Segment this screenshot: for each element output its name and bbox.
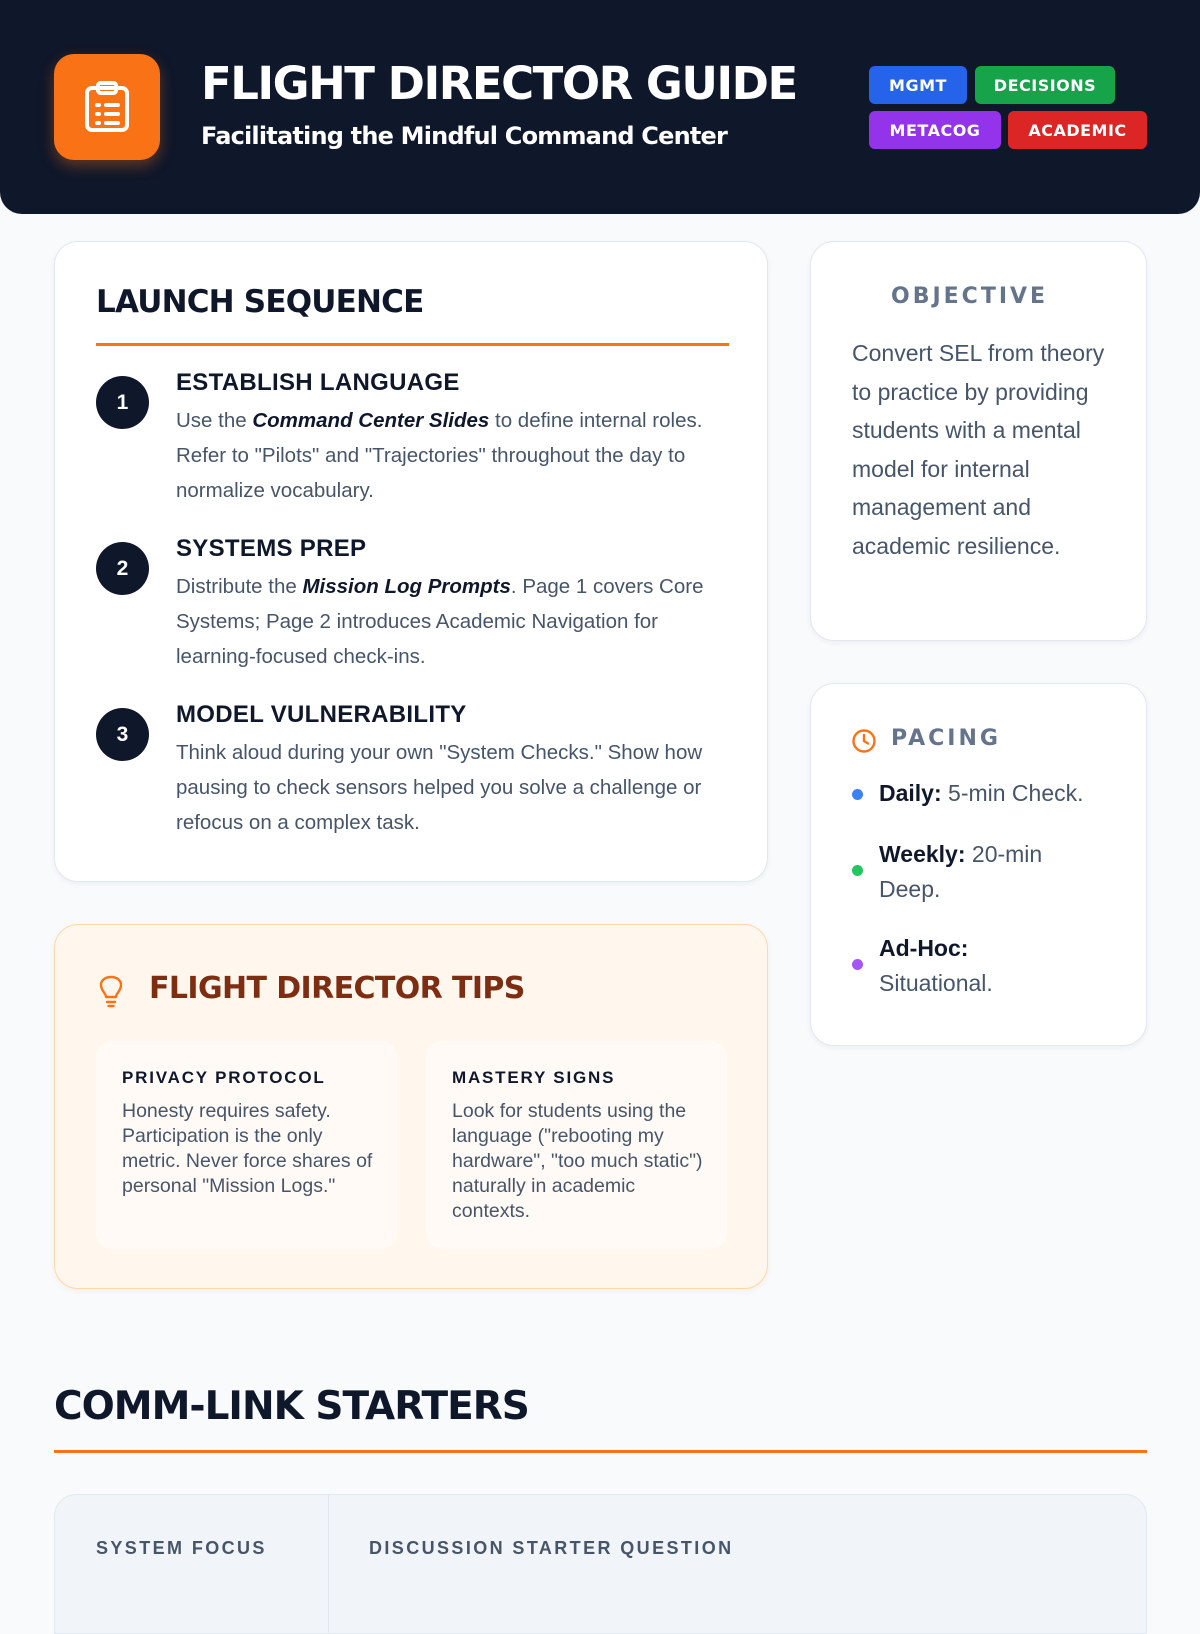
status-dot (852, 959, 863, 970)
step-item (96, 535, 736, 682)
status-dot (852, 789, 863, 800)
pacing-value: Situational. (879, 970, 993, 996)
step-description: Think aloud during your own "System Checks." Show how pausing to check sensors helped you solve a challenge or refocus on a complex task. (176, 741, 703, 834)
tag-mgmt: MGMT (869, 66, 967, 104)
step-description: Distribute the Mission Log Prompts. Page 1 covers Core Systems; Page 2 introduces Academic Navigation for learning-focused check-ins. (176, 575, 704, 668)
step-number: 2 (96, 542, 149, 595)
pacing-item-adhoc (852, 931, 1114, 1003)
pacing-item-daily (852, 776, 1114, 816)
step-item (96, 369, 736, 516)
page-subtitle: Facilitating the Mindful Command Center (201, 122, 728, 150)
tip-text: Look for students using the language ("rebooting my hardware", "too much static") naturally in academic contexts. (452, 1100, 703, 1222)
tag-academic: ACADEMIC (1008, 111, 1147, 149)
objective-label: OBJECTIVE (891, 284, 1049, 309)
clock-icon (851, 728, 877, 754)
tag-decisions: DECISIONS (975, 66, 1115, 104)
title-divider (96, 343, 729, 346)
objective-card (810, 241, 1147, 641)
comm-link-title: COMM-LINK STARTERS (54, 1384, 529, 1429)
pacing-term: Weekly: (879, 841, 966, 867)
tip-heading: MASTERY SIGNS (452, 1068, 616, 1087)
launch-sequence-card (54, 241, 768, 882)
tip-mastery-signs (426, 1041, 727, 1249)
step-title: SYSTEMS PREP (176, 535, 367, 562)
step-emphasis: Mission Log Prompts (302, 575, 511, 598)
lightbulb-icon (98, 975, 124, 1009)
step-description: Use the Command Center Slides to define internal roles. Refer to "Pilots" and "Trajectories" throughout the day to normalize vocabulary. (176, 409, 703, 502)
comm-link-table (54, 1494, 1147, 1634)
tip-privacy-protocol (96, 1041, 397, 1249)
objective-text: Convert SEL from theory to practice by providing students with a mental model for internal management and academic resilience. (852, 340, 1105, 559)
column-divider (328, 1495, 329, 1634)
flight-director-tips-card (54, 924, 768, 1289)
step-emphasis: Command Center Slides (252, 409, 490, 432)
pacing-term: Daily: (879, 780, 942, 806)
logo-badge (54, 54, 160, 160)
step-title: MODEL VULNERABILITY (176, 701, 467, 728)
status-dot (852, 865, 863, 876)
step-title: ESTABLISH LANGUAGE (176, 369, 460, 396)
title-divider (54, 1450, 1147, 1453)
tag-metacog: METACOG (869, 111, 1001, 149)
tip-text: Honesty requires safety. Participation is the only metric. Never force shares of personal "Mission Logs." (122, 1100, 373, 1197)
launch-sequence-title: LAUNCH SEQUENCE (96, 284, 424, 320)
clipboard-list-icon (83, 81, 131, 133)
column-header-discussion-question: DISCUSSION STARTER QUESTION (369, 1538, 734, 1558)
column-header-system-focus: SYSTEM FOCUS (96, 1538, 267, 1558)
step-number: 3 (96, 708, 149, 761)
step-item (96, 701, 736, 848)
page-title: FLIGHT DIRECTOR GUIDE (201, 57, 797, 110)
tip-heading: PRIVACY PROTOCOL (122, 1068, 326, 1087)
pacing-value: 5-min Check. (948, 780, 1084, 806)
pacing-term: Ad-Hoc: (879, 935, 969, 961)
step-number: 1 (96, 376, 149, 429)
page-header (0, 0, 1200, 214)
tips-title: FLIGHT DIRECTOR TIPS (149, 971, 525, 1006)
pacing-item-weekly (852, 837, 1114, 909)
pacing-card (810, 683, 1147, 1046)
pacing-value: 20-min Deep. (879, 841, 1043, 902)
pacing-label: PACING (891, 726, 1001, 751)
